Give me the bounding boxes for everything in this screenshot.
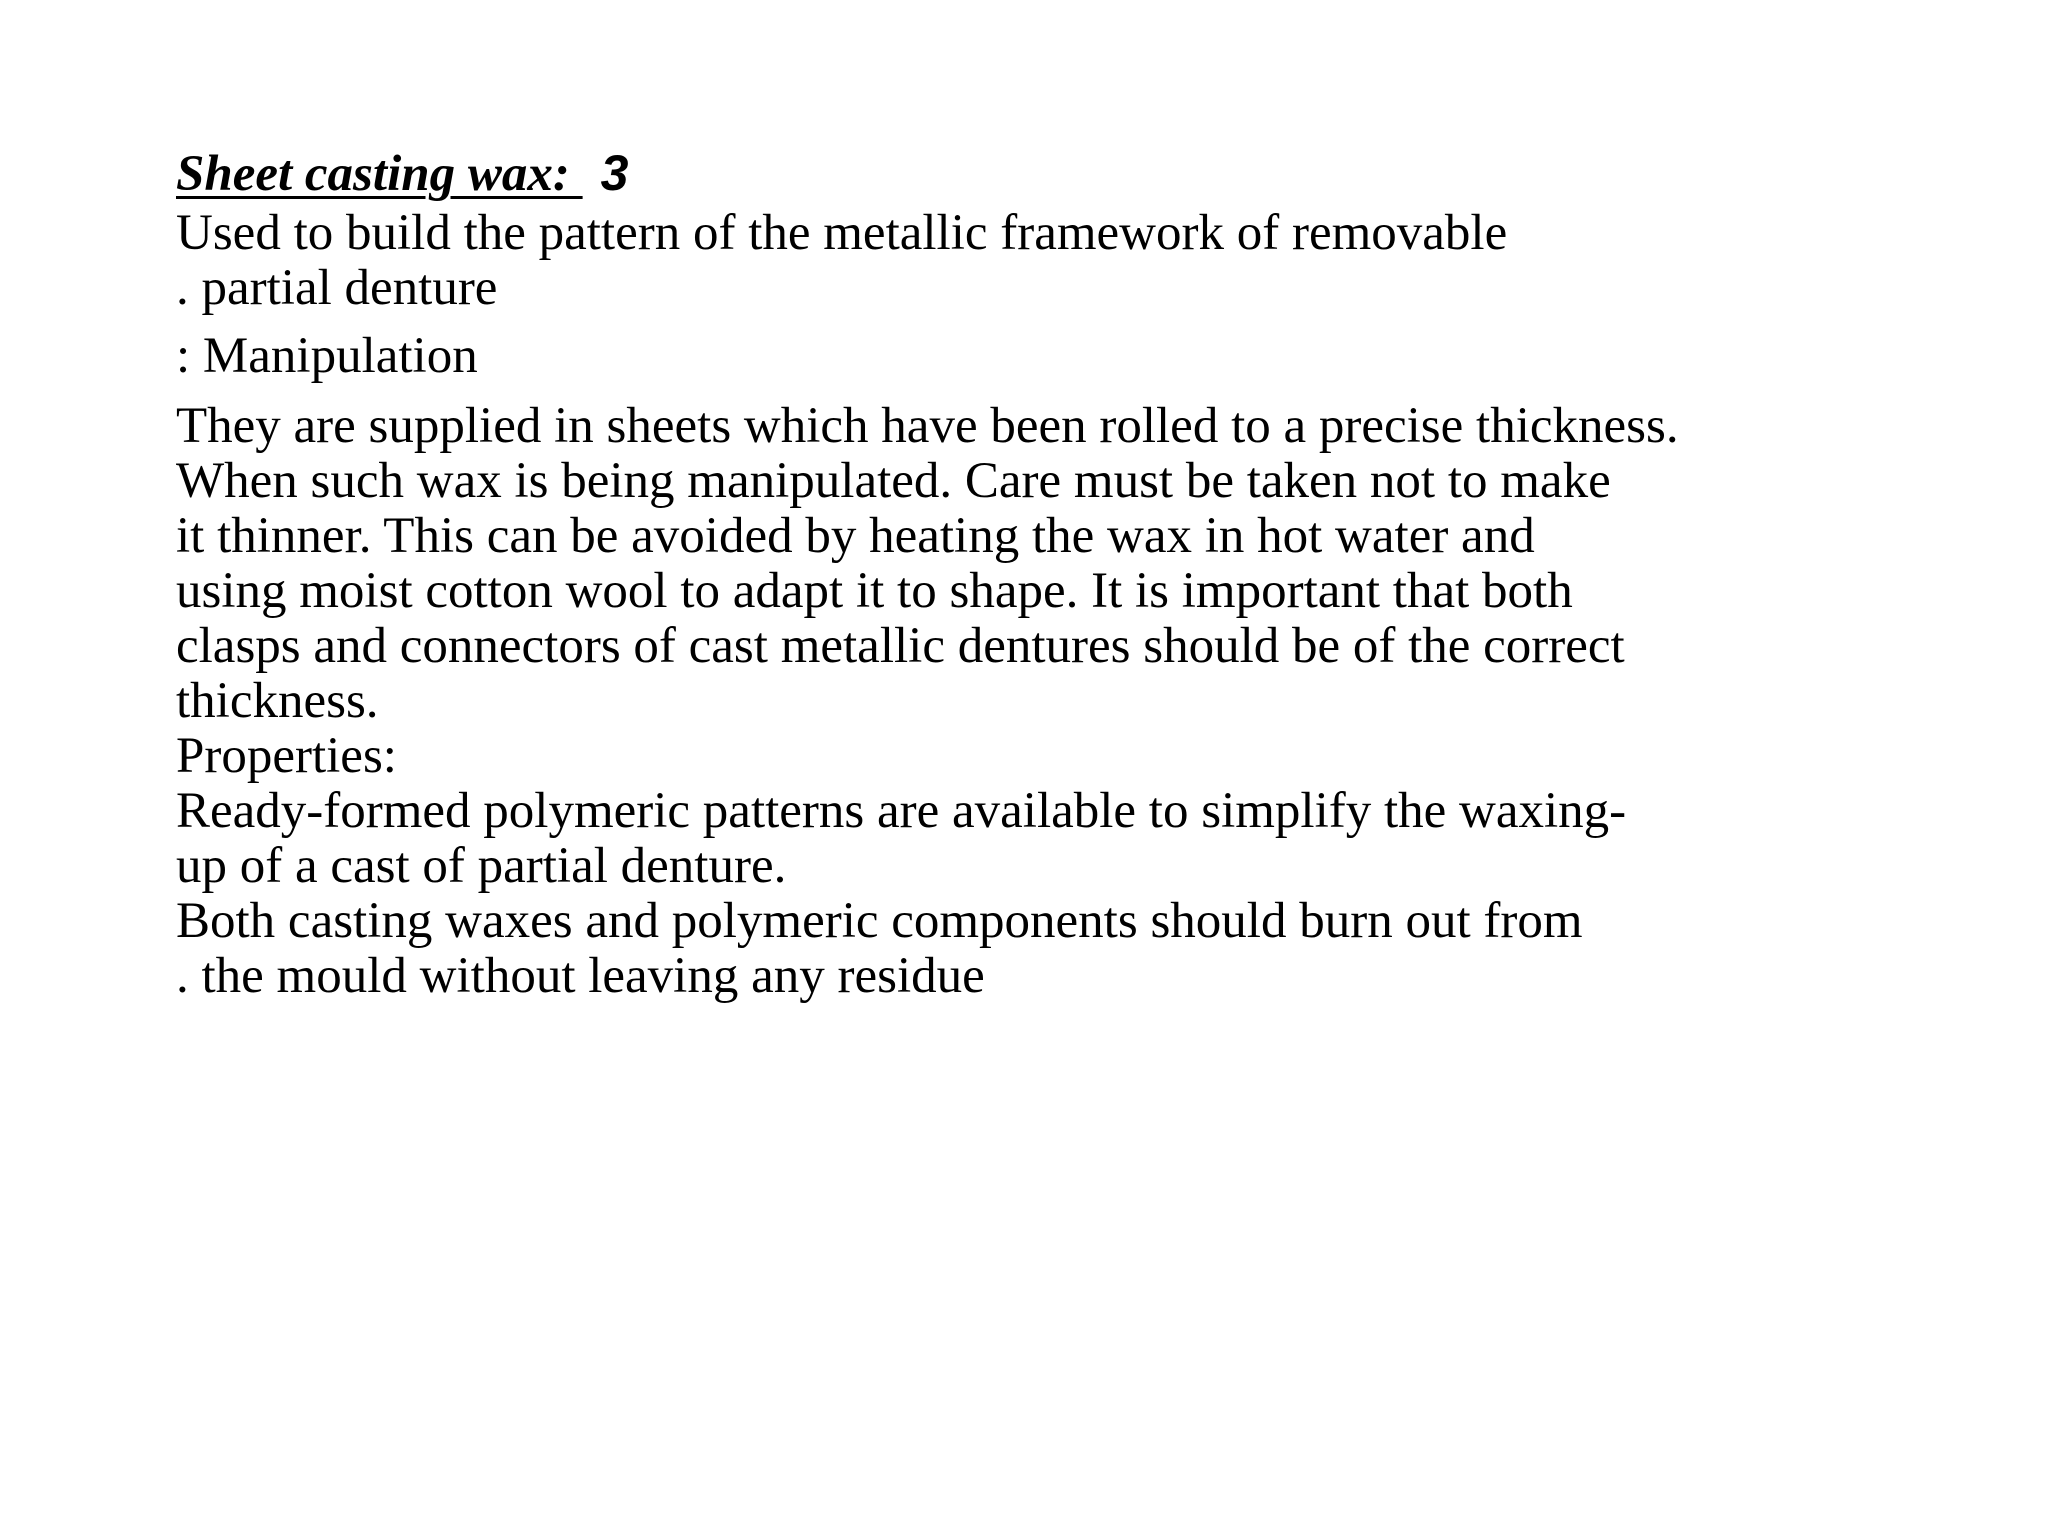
body-line-manipulation-1: They are supplied in sheets which have been rolled to a precise thickness. bbox=[176, 398, 1679, 454]
heading-title: Sheet casting wax: bbox=[176, 146, 583, 202]
body-line-manipulation-4: using moist cotton wool to adapt it to shape. It is important that both bbox=[176, 563, 1573, 619]
subheading-properties: Properties: bbox=[176, 728, 397, 784]
body-line-properties-1: Ready-formed polymeric patterns are available to simplify the waxing- bbox=[176, 783, 1627, 839]
body-line-usage-2: . partial denture bbox=[176, 260, 498, 316]
body-line-properties-4: . the mould without leaving any residue bbox=[176, 948, 985, 1004]
body-line-properties-3: Both casting waxes and polymeric components should burn out from bbox=[176, 893, 1583, 949]
heading-number: 3 bbox=[600, 145, 629, 201]
body-line-manipulation-5: clasps and connectors of cast metallic dentures should be of the correct bbox=[176, 618, 1625, 674]
subheading-manipulation: : Manipulation bbox=[176, 328, 478, 384]
body-line-properties-2: up of a cast of partial denture. bbox=[176, 838, 787, 894]
body-line-manipulation-3: it thinner. This can be avoided by heating the wax in hot water and bbox=[176, 508, 1535, 564]
body-line-usage-1: Used to build the pattern of the metallic framework of removable bbox=[176, 205, 1508, 261]
body-line-manipulation-2: When such wax is being manipulated. Care must be taken not to make bbox=[176, 453, 1611, 509]
section-heading bbox=[176, 145, 628, 202]
body-line-manipulation-6: thickness. bbox=[176, 673, 379, 729]
